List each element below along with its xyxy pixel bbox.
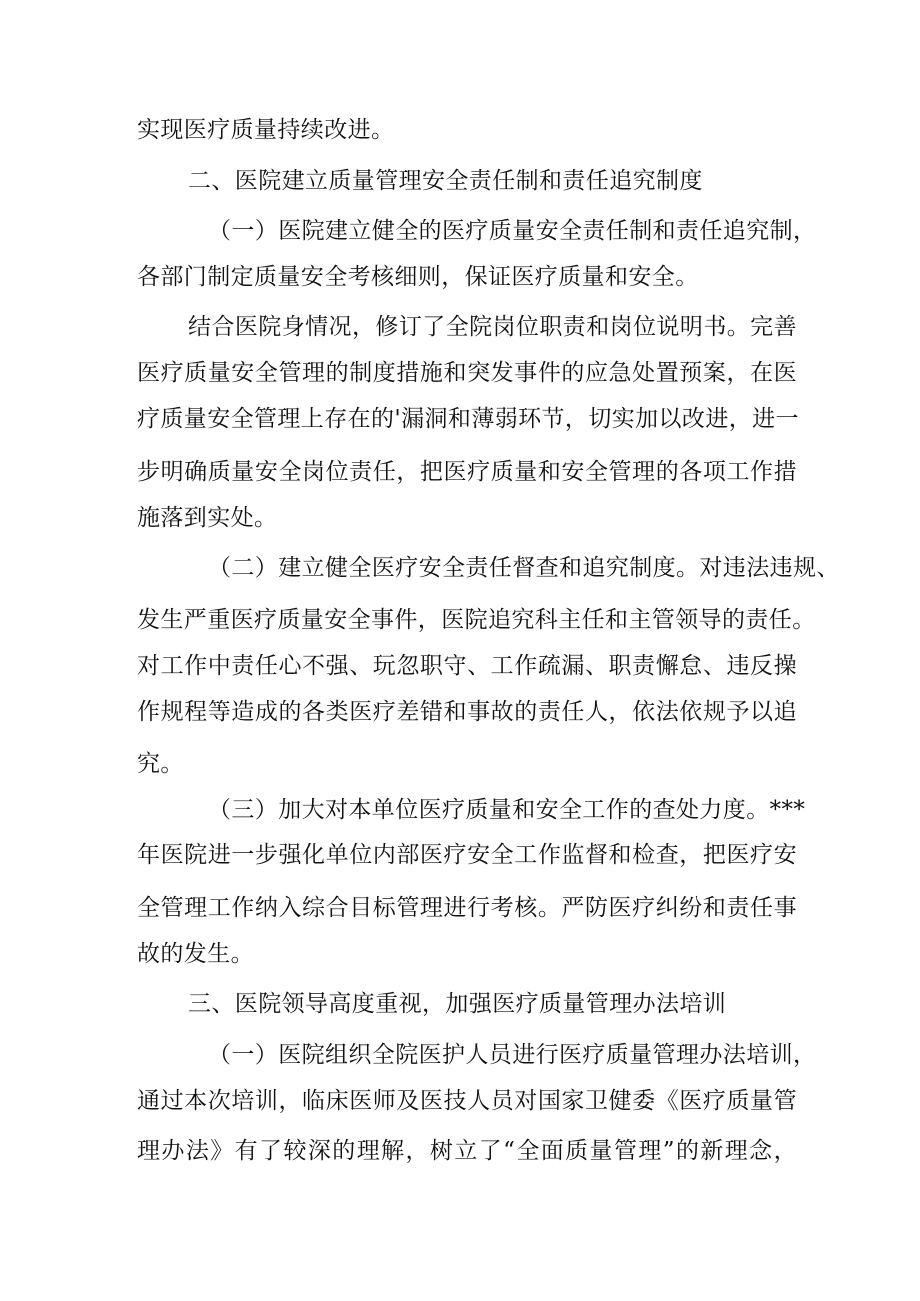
text-line: 施落到实处。: [137, 505, 278, 531]
text-line: 年医院进一步强化单位内部医疗安全工作监督和检查，把医疗安: [137, 842, 797, 868]
text-line: 疗质量安全管理上存在的'漏洞和薄弱环节，切实加以改进，进一: [137, 406, 799, 432]
section-heading: 二、医院建立质量管理安全责任制和责任追究制度: [188, 168, 703, 194]
text-line: 各部门制定质量安全考核细则，保证医疗质量和安全。: [137, 264, 699, 290]
section-heading: 三、医院领导高度重视，加强医疗质量管理办法培训: [188, 991, 727, 1017]
text-line: 医疗质量安全管理的制度措施和突发事件的应急处置预案，在医: [137, 360, 797, 386]
text-line: 实现医疗质量持续改进。: [137, 117, 395, 143]
text-line: 结合医院身情况，修订了全院岗位职责和岗位说明书。完善: [188, 314, 797, 340]
text-line: 故的发生。: [137, 941, 254, 967]
text-line: （一）医院建立健全的医疗质量安全责任制和责任追究制，: [208, 218, 817, 244]
text-line: 通过本次培训，临床医师及医技人员对国家卫健委《医疗质量管: [137, 1088, 797, 1114]
text-line: 对工作中责任心不强、玩忽职守、工作疏漏、职责懈怠、违反操: [137, 653, 797, 679]
text-line: 究。: [137, 751, 184, 777]
text-line: 全管理工作纳入综合目标管理进行考核。严防医疗纠纷和责任事: [137, 895, 797, 921]
text-line: 步明确质量安全岗位责任，把医疗质量和安全管理的各项工作措: [137, 459, 797, 485]
text-line: （二）建立健全医疗安全责任督查和追究制度。对违法违规、: [208, 555, 840, 581]
text-line: 发生严重医疗质量安全事件，医院追究科主任和主管领导的责任。: [137, 607, 816, 633]
text-line: （三）加大对本单位医疗质量和安全工作的查处力度。***: [208, 797, 806, 823]
text-line: 理办法》有了较深的理解，树立了“全面质量管理”的新理念，: [137, 1138, 797, 1164]
text-line: 作规程等造成的各类医疗差错和事故的责任人，依法依规予以追: [137, 699, 797, 725]
text-line: （一）医院组织全院医护人员进行医疗质量管理办法培训，: [208, 1042, 817, 1068]
